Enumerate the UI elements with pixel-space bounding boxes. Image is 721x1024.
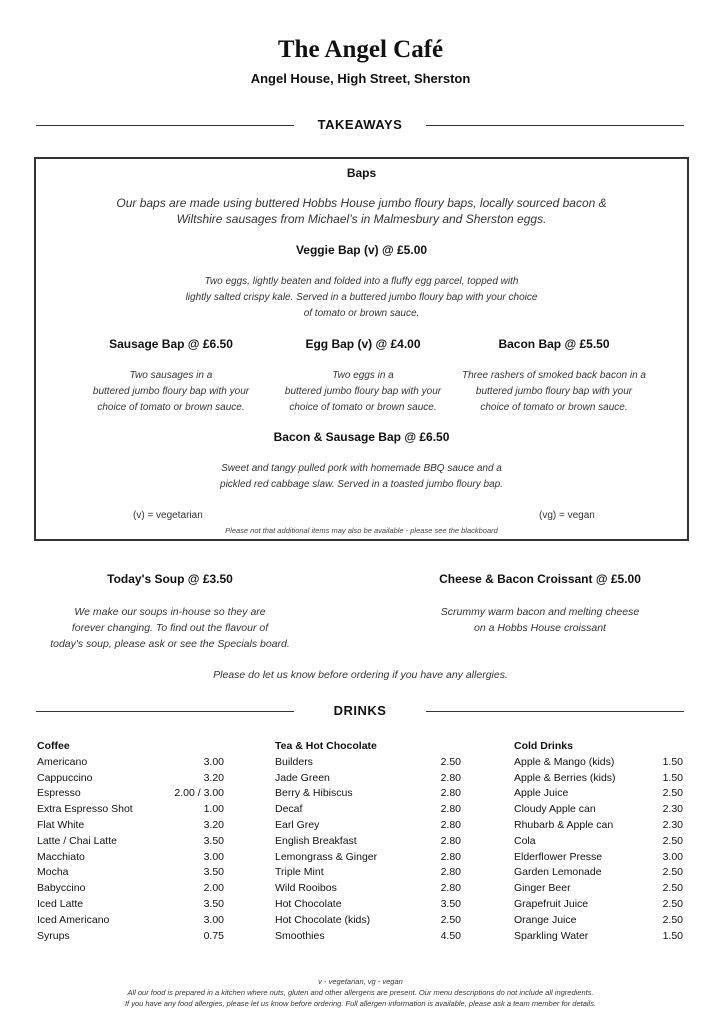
- drink-name: Syrups: [37, 929, 70, 942]
- drink-name: English Breakfast: [275, 834, 357, 847]
- drink-price: 2.80: [440, 771, 461, 784]
- drink-name: Latte / Chai Latte: [37, 834, 117, 847]
- drink-name: Hot Chocolate (kids): [275, 913, 371, 926]
- drinks-title: DRINKS: [333, 703, 387, 718]
- sausage-bap-name: Sausage Bap @ £6.50: [109, 337, 233, 351]
- text-line: Two eggs in a: [332, 370, 394, 381]
- drink-name: Berry & Hibiscus: [275, 787, 353, 800]
- drink-price: 2.30: [662, 818, 683, 831]
- text-line: Scrummy warm bacon and melting cheese: [440, 606, 640, 618]
- drink-price: 3.20: [203, 771, 224, 784]
- veggie-bap-name: Veggie Bap (v) @ £5.00: [295, 243, 428, 257]
- drink-row: [275, 897, 461, 913]
- drink-name: Triple Mint: [275, 866, 324, 879]
- drink-price: 3.00: [203, 913, 224, 926]
- drink-price: 2.80: [440, 882, 461, 895]
- drink-name: Apple Juice: [514, 787, 569, 800]
- text-line: Three rashers of smoked back bacon in a: [462, 370, 646, 381]
- text-line: Wiltshire sausages from Michael’s in Malmesbury and Sherston eggs.: [176, 212, 547, 226]
- drink-name: Extra Espresso Shot: [37, 803, 133, 816]
- drink-price: 2.80: [440, 787, 461, 800]
- drink-price: 1.50: [662, 929, 683, 942]
- drink-row: [275, 834, 461, 850]
- baps-intro: [36, 195, 687, 227]
- drink-row: [514, 913, 683, 929]
- drink-row: [514, 755, 683, 771]
- drink-row: [275, 818, 461, 834]
- drink-name: Mocha: [37, 866, 69, 879]
- drink-name: Sparkling Water: [514, 929, 589, 942]
- text-line: on a Hobbs House croissant: [474, 622, 606, 634]
- text-line: Sweet and tangy pulled pork with homemade BBQ sauce and a: [221, 463, 502, 474]
- drink-name: Builders: [275, 755, 313, 768]
- footer-notes: [0, 976, 721, 1009]
- drink-row: [275, 913, 461, 929]
- drink-row: [514, 881, 683, 897]
- drink-row: [37, 897, 224, 913]
- drink-row: [275, 755, 461, 771]
- text-line: of tomato or brown sauce.: [303, 308, 420, 319]
- text-line: Our baps are made using buttered Hobbs House jumbo floury baps, locally sourced bacon &: [116, 196, 607, 210]
- croissant-name: Cheese & Bacon Croissant @ £5.00: [439, 572, 641, 586]
- drink-row: [514, 786, 683, 802]
- drink-price: 4.50: [440, 929, 461, 942]
- text-line: pickled red cabbage slaw. Served in a toasted jumbo floury bap.: [220, 479, 503, 490]
- drink-price: 2.30: [662, 803, 683, 816]
- drink-price: 2.50: [662, 866, 683, 879]
- drink-price: 2.00: [203, 882, 224, 895]
- drink-name: Babyccino: [37, 882, 86, 895]
- text-line: choice of tomato or brown sauce.: [97, 402, 245, 413]
- drink-price: 2.50: [662, 913, 683, 926]
- bacon-sausage-bap-desc: [36, 461, 687, 493]
- drink-price: 2.80: [440, 803, 461, 816]
- text-line: buttered jumbo floury bap with your: [284, 386, 442, 397]
- drink-row: [514, 771, 683, 787]
- text-line: today's soup, please ask or see the Specials board.: [50, 638, 290, 650]
- drinks-column-coffee: [37, 739, 224, 944]
- drink-name: Wild Rooibos: [275, 882, 337, 895]
- drink-row: [37, 865, 224, 881]
- drink-row: [275, 881, 461, 897]
- text-line: buttered jumbo floury bap with your: [475, 386, 633, 397]
- drink-name: Cloudy Apple can: [514, 803, 596, 816]
- drink-price: 2.80: [440, 818, 461, 831]
- sausage-bap-desc: [76, 368, 266, 416]
- legend-vegan: (vg) = vegan: [539, 510, 595, 521]
- drink-price: 3.50: [440, 897, 461, 910]
- cafe-address: Angel House, High Street, Sherston: [250, 71, 471, 86]
- text-line: Two sausages in a: [129, 370, 213, 381]
- drink-price: 3.50: [203, 897, 224, 910]
- drink-name: Americano: [37, 755, 88, 768]
- veggie-bap-desc: [36, 274, 687, 322]
- bacon-sausage-bap-name: Bacon & Sausage Bap @ £6.50: [273, 430, 450, 444]
- drink-row: [275, 850, 461, 866]
- soup-desc: [30, 604, 310, 652]
- drink-row: [514, 818, 683, 834]
- text-line: choice of tomato or brown sauce.: [289, 402, 437, 413]
- drink-name: Earl Grey: [275, 818, 320, 831]
- drink-row: [37, 881, 224, 897]
- footer-line: If you have any food allergies, please let us know before ordering. Full allergen information is available, please ask a team member for details.: [124, 999, 597, 1008]
- footer-line: All our food is prepared in a kitchen where nuts, gluten and other allergens are present. Our menu descriptions do not include all ingredients.: [127, 988, 594, 997]
- drink-row: [275, 865, 461, 881]
- drinks-column-tea: [275, 739, 461, 944]
- divider: [426, 711, 684, 712]
- drink-row: [275, 771, 461, 787]
- allergy-note: Please do let us know before ordering if you have any allergies.: [213, 669, 508, 681]
- text-line: buttered jumbo floury bap with your: [92, 386, 250, 397]
- drink-name: Iced Latte: [37, 897, 84, 910]
- drink-price: 1.00: [203, 803, 224, 816]
- text-line: forever changing. To find out the flavour of: [71, 622, 269, 634]
- text-line: Two eggs, lightly beaten and folded into a fluffy egg parcel, topped with: [204, 276, 519, 287]
- legend-vegetarian: (v) = vegetarian: [133, 510, 203, 521]
- drink-name: Cappuccino: [37, 771, 93, 784]
- blackboard-note: Please not that additional items may also be available - please see the blackboard: [225, 526, 498, 535]
- drink-price: 1.50: [662, 755, 683, 768]
- text-line: We make our soups in-house so they are: [74, 606, 266, 618]
- drink-price: 2.50: [440, 913, 461, 926]
- drink-price: 2.50: [662, 882, 683, 895]
- drink-row: [514, 850, 683, 866]
- column-heading: Coffee: [37, 740, 70, 752]
- drink-name: Espresso: [37, 787, 81, 800]
- drink-row: [514, 865, 683, 881]
- drink-row: [37, 755, 224, 771]
- drink-name: Elderflower Presse: [514, 850, 603, 863]
- drink-row: [37, 771, 224, 787]
- drink-name: Flat White: [37, 818, 85, 831]
- drink-row: [37, 929, 224, 945]
- drink-name: Apple & Mango (kids): [514, 755, 615, 768]
- egg-bap-name: Egg Bap (v) @ £4.00: [305, 337, 421, 351]
- drink-row: [514, 802, 683, 818]
- column-heading: Cold Drinks: [514, 740, 573, 752]
- drink-name: Iced Americano: [37, 913, 110, 926]
- divider: [426, 125, 684, 126]
- drink-name: Decaf: [275, 803, 303, 816]
- soup-name: Today's Soup @ £3.50: [107, 572, 233, 586]
- drink-row: [37, 786, 224, 802]
- drink-name: Garden Lemonade: [514, 866, 602, 879]
- bacon-bap-name: Bacon Bap @ £5.50: [498, 337, 610, 351]
- divider: [36, 125, 294, 126]
- drink-price: 3.00: [203, 755, 224, 768]
- drink-price: 2.50: [662, 897, 683, 910]
- drink-row: [275, 929, 461, 945]
- drink-row: [514, 897, 683, 913]
- drink-row: [37, 834, 224, 850]
- drink-price: 3.00: [203, 850, 224, 863]
- drink-price: 2.50: [662, 787, 683, 800]
- text-line: lightly salted crispy kale. Served in a buttered jumbo floury bap with your choice: [185, 292, 538, 303]
- drink-price: 3.20: [203, 818, 224, 831]
- croissant-desc: [400, 604, 680, 636]
- footer-line: v - vegetarian, vg - vegan: [318, 977, 403, 986]
- drink-name: Ginger Beer: [514, 882, 571, 895]
- divider: [36, 711, 294, 712]
- baps-box: [34, 157, 689, 541]
- drink-price: 3.00: [662, 850, 683, 863]
- drink-name: Hot Chocolate: [275, 897, 342, 910]
- drink-price: 2.80: [440, 834, 461, 847]
- drink-row: [275, 802, 461, 818]
- drink-row: [37, 802, 224, 818]
- drink-name: Rhubarb & Apple can: [514, 818, 614, 831]
- drink-row: [514, 834, 683, 850]
- drink-price: 2.00 / 3.00: [174, 787, 224, 800]
- drink-price: 0.75: [203, 929, 224, 942]
- drink-price: 3.50: [203, 866, 224, 879]
- drink-row: [37, 818, 224, 834]
- drink-price: 3.50: [203, 834, 224, 847]
- drink-price: 2.50: [440, 755, 461, 768]
- drinks-column-cold: [514, 739, 683, 944]
- egg-bap-desc: [268, 368, 458, 416]
- drink-row: [37, 850, 224, 866]
- drink-row: [37, 913, 224, 929]
- drink-row: [275, 786, 461, 802]
- drink-name: Orange Juice: [514, 913, 577, 926]
- drink-price: 2.80: [440, 866, 461, 879]
- drink-name: Macchiato: [37, 850, 85, 863]
- drink-name: Grapefruit Juice: [514, 897, 589, 910]
- baps-heading: Baps: [346, 166, 377, 180]
- drink-name: Lemongrass & Ginger: [275, 850, 378, 863]
- drink-name: Smoothies: [275, 929, 325, 942]
- drink-price: 2.50: [662, 834, 683, 847]
- drink-row: [514, 929, 683, 945]
- drink-price: 2.80: [440, 850, 461, 863]
- drink-name: Jade Green: [275, 771, 330, 784]
- drink-name: Cola: [514, 834, 536, 847]
- drink-price: 1.50: [662, 771, 683, 784]
- column-heading: Tea & Hot Chocolate: [275, 740, 377, 752]
- text-line: choice of tomato or brown sauce.: [480, 402, 628, 413]
- drink-name: Apple & Berries (kids): [514, 771, 616, 784]
- bacon-bap-desc: [449, 368, 659, 416]
- takeaways-title: TAKEAWAYS: [317, 117, 403, 132]
- cafe-title: The Angel Café: [277, 36, 444, 63]
